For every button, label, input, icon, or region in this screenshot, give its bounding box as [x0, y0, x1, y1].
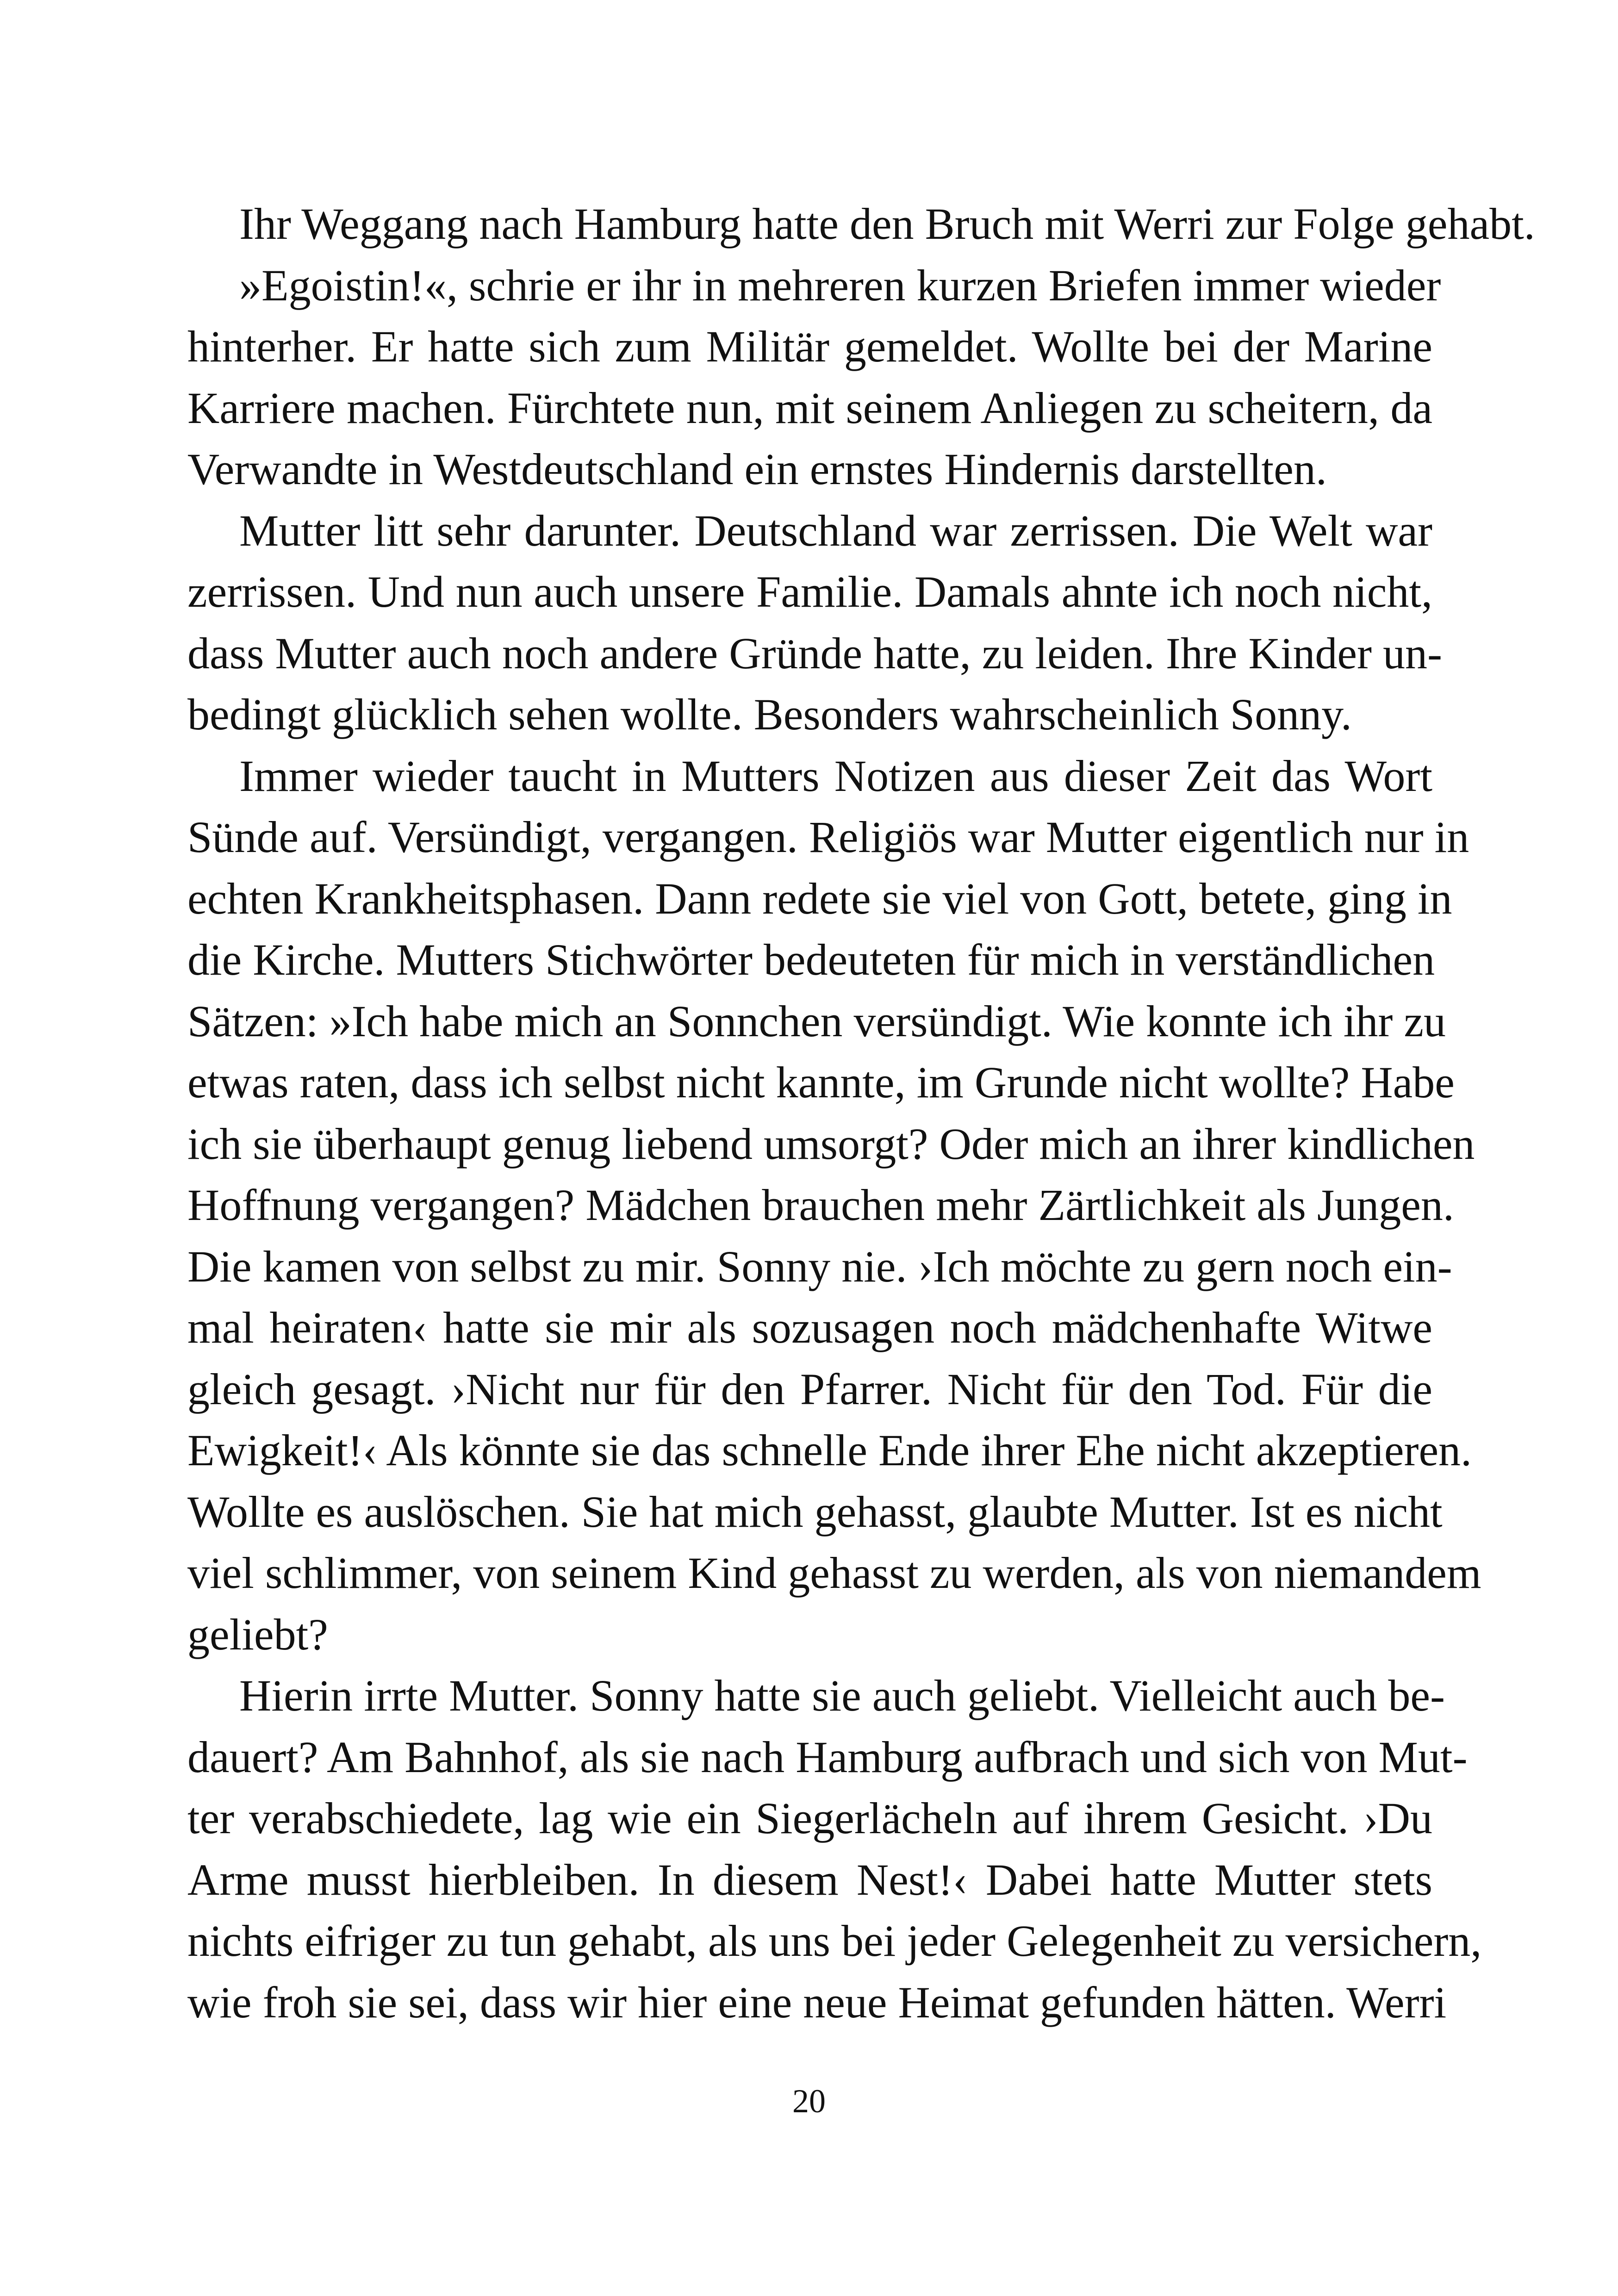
text-line: Wollte es auslöschen. Sie hat mich gehasst, glaubte Mutter. Ist es nicht — [187, 1487, 1443, 1537]
text-line: mal heiraten‹ hatte sie mir als sozusagen noch mädchenhafte Witwe — [187, 1303, 1432, 1352]
text-line: ich sie überhaupt genug liebend umsorgt? Oder mich an ihrer kindlichen — [187, 1119, 1475, 1169]
text-line: bedingt glücklich sehen wollte. Besonders wahrscheinlich Sonny. — [187, 690, 1352, 739]
body-text — [187, 193, 1535, 2033]
text-line: Hoffnung vergangen? Mädchen brauchen mehr Zärtlichkeit als Jungen. — [187, 1180, 1454, 1230]
text-line: Mutter litt sehr darunter. Deutschland war zerrissen. Die Welt war — [239, 505, 1432, 555]
text-line: dass Mutter auch noch andere Gründe hatte, zu leiden. Ihre Kinder un- — [187, 628, 1442, 678]
text-line: echten Krankheitsphasen. Dann redete sie viel von Gott, betete, ging in — [187, 873, 1452, 923]
text-line: »Egoistin!«, schrie er ihr in mehreren kurzen Briefen immer wieder — [239, 260, 1441, 310]
text-line: nichts eifriger zu tun gehabt, als uns bei jeder Gelegenheit zu versichern, — [187, 1916, 1482, 1966]
text-line: Karriere machen. Fürchtete nun, mit seinem Anliegen zu scheitern, da — [187, 383, 1432, 433]
text-line: wie froh sie sei, dass wir hier eine neue Heimat gefunden hätten. Werri — [187, 1977, 1447, 2027]
page-number: 20 — [792, 2083, 826, 2120]
text-line: Ihr Weggang nach Hamburg hatte den Bruch mit Werri zur Folge gehabt. — [239, 199, 1535, 249]
text-line: viel schlimmer, von seinem Kind gehasst zu werden, als von niemandem — [187, 1548, 1481, 1598]
text-line: Ewigkeit!‹ Als könnte sie das schnelle Ende ihrer Ehe nicht akzeptieren. — [187, 1425, 1472, 1475]
text-line: Hierin irrte Mutter. Sonny hatte sie auch geliebt. Vielleicht auch be- — [239, 1671, 1445, 1720]
text-line: ter verabschiedete, lag wie ein Siegerlächeln auf ihrem Gesicht. ›Du — [187, 1793, 1432, 1843]
text-line: Verwandte in Westdeutschland ein ernstes Hindernis darstellten. — [187, 444, 1327, 494]
text-line: zerrissen. Und nun auch unsere Familie. Damals ahnte ich noch nicht, — [187, 567, 1432, 616]
text-line: Die kamen von selbst zu mir. Sonny nie. ›Ich möchte zu gern noch ein- — [187, 1241, 1452, 1291]
text-line: geliebt? — [187, 1609, 328, 1659]
text-line: etwas raten, dass ich selbst nicht kannte, im Grunde nicht wollte? Habe — [187, 1058, 1455, 1107]
text-line: gleich gesagt. ›Nicht nur für den Pfarrer. Nicht für den Tod. Für die — [187, 1364, 1432, 1414]
text-line: die Kirche. Mutters Stichwörter bedeuteten für mich in verständlichen — [187, 935, 1435, 984]
text-line: hinterher. Er hatte sich zum Militär gemeldet. Wollte bei der Marine — [187, 322, 1432, 371]
text-line: Immer wieder taucht in Mutters Notizen aus dieser Zeit das Wort — [239, 751, 1432, 801]
text-line: dauert? Am Bahnhof, als sie nach Hamburg aufbrach und sich von Mut- — [187, 1732, 1468, 1782]
text-line: Sünde auf. Versündigt, vergangen. Religiös war Mutter eigentlich nur in — [187, 812, 1469, 862]
text-line: Sätzen: »Ich habe mich an Sonnchen versündigt. Wie konnte ich ihr zu — [187, 996, 1446, 1046]
text-line: Arme musst hierbleiben. In diesem Nest!‹ Dabei hatte Mutter stets — [187, 1854, 1432, 1904]
